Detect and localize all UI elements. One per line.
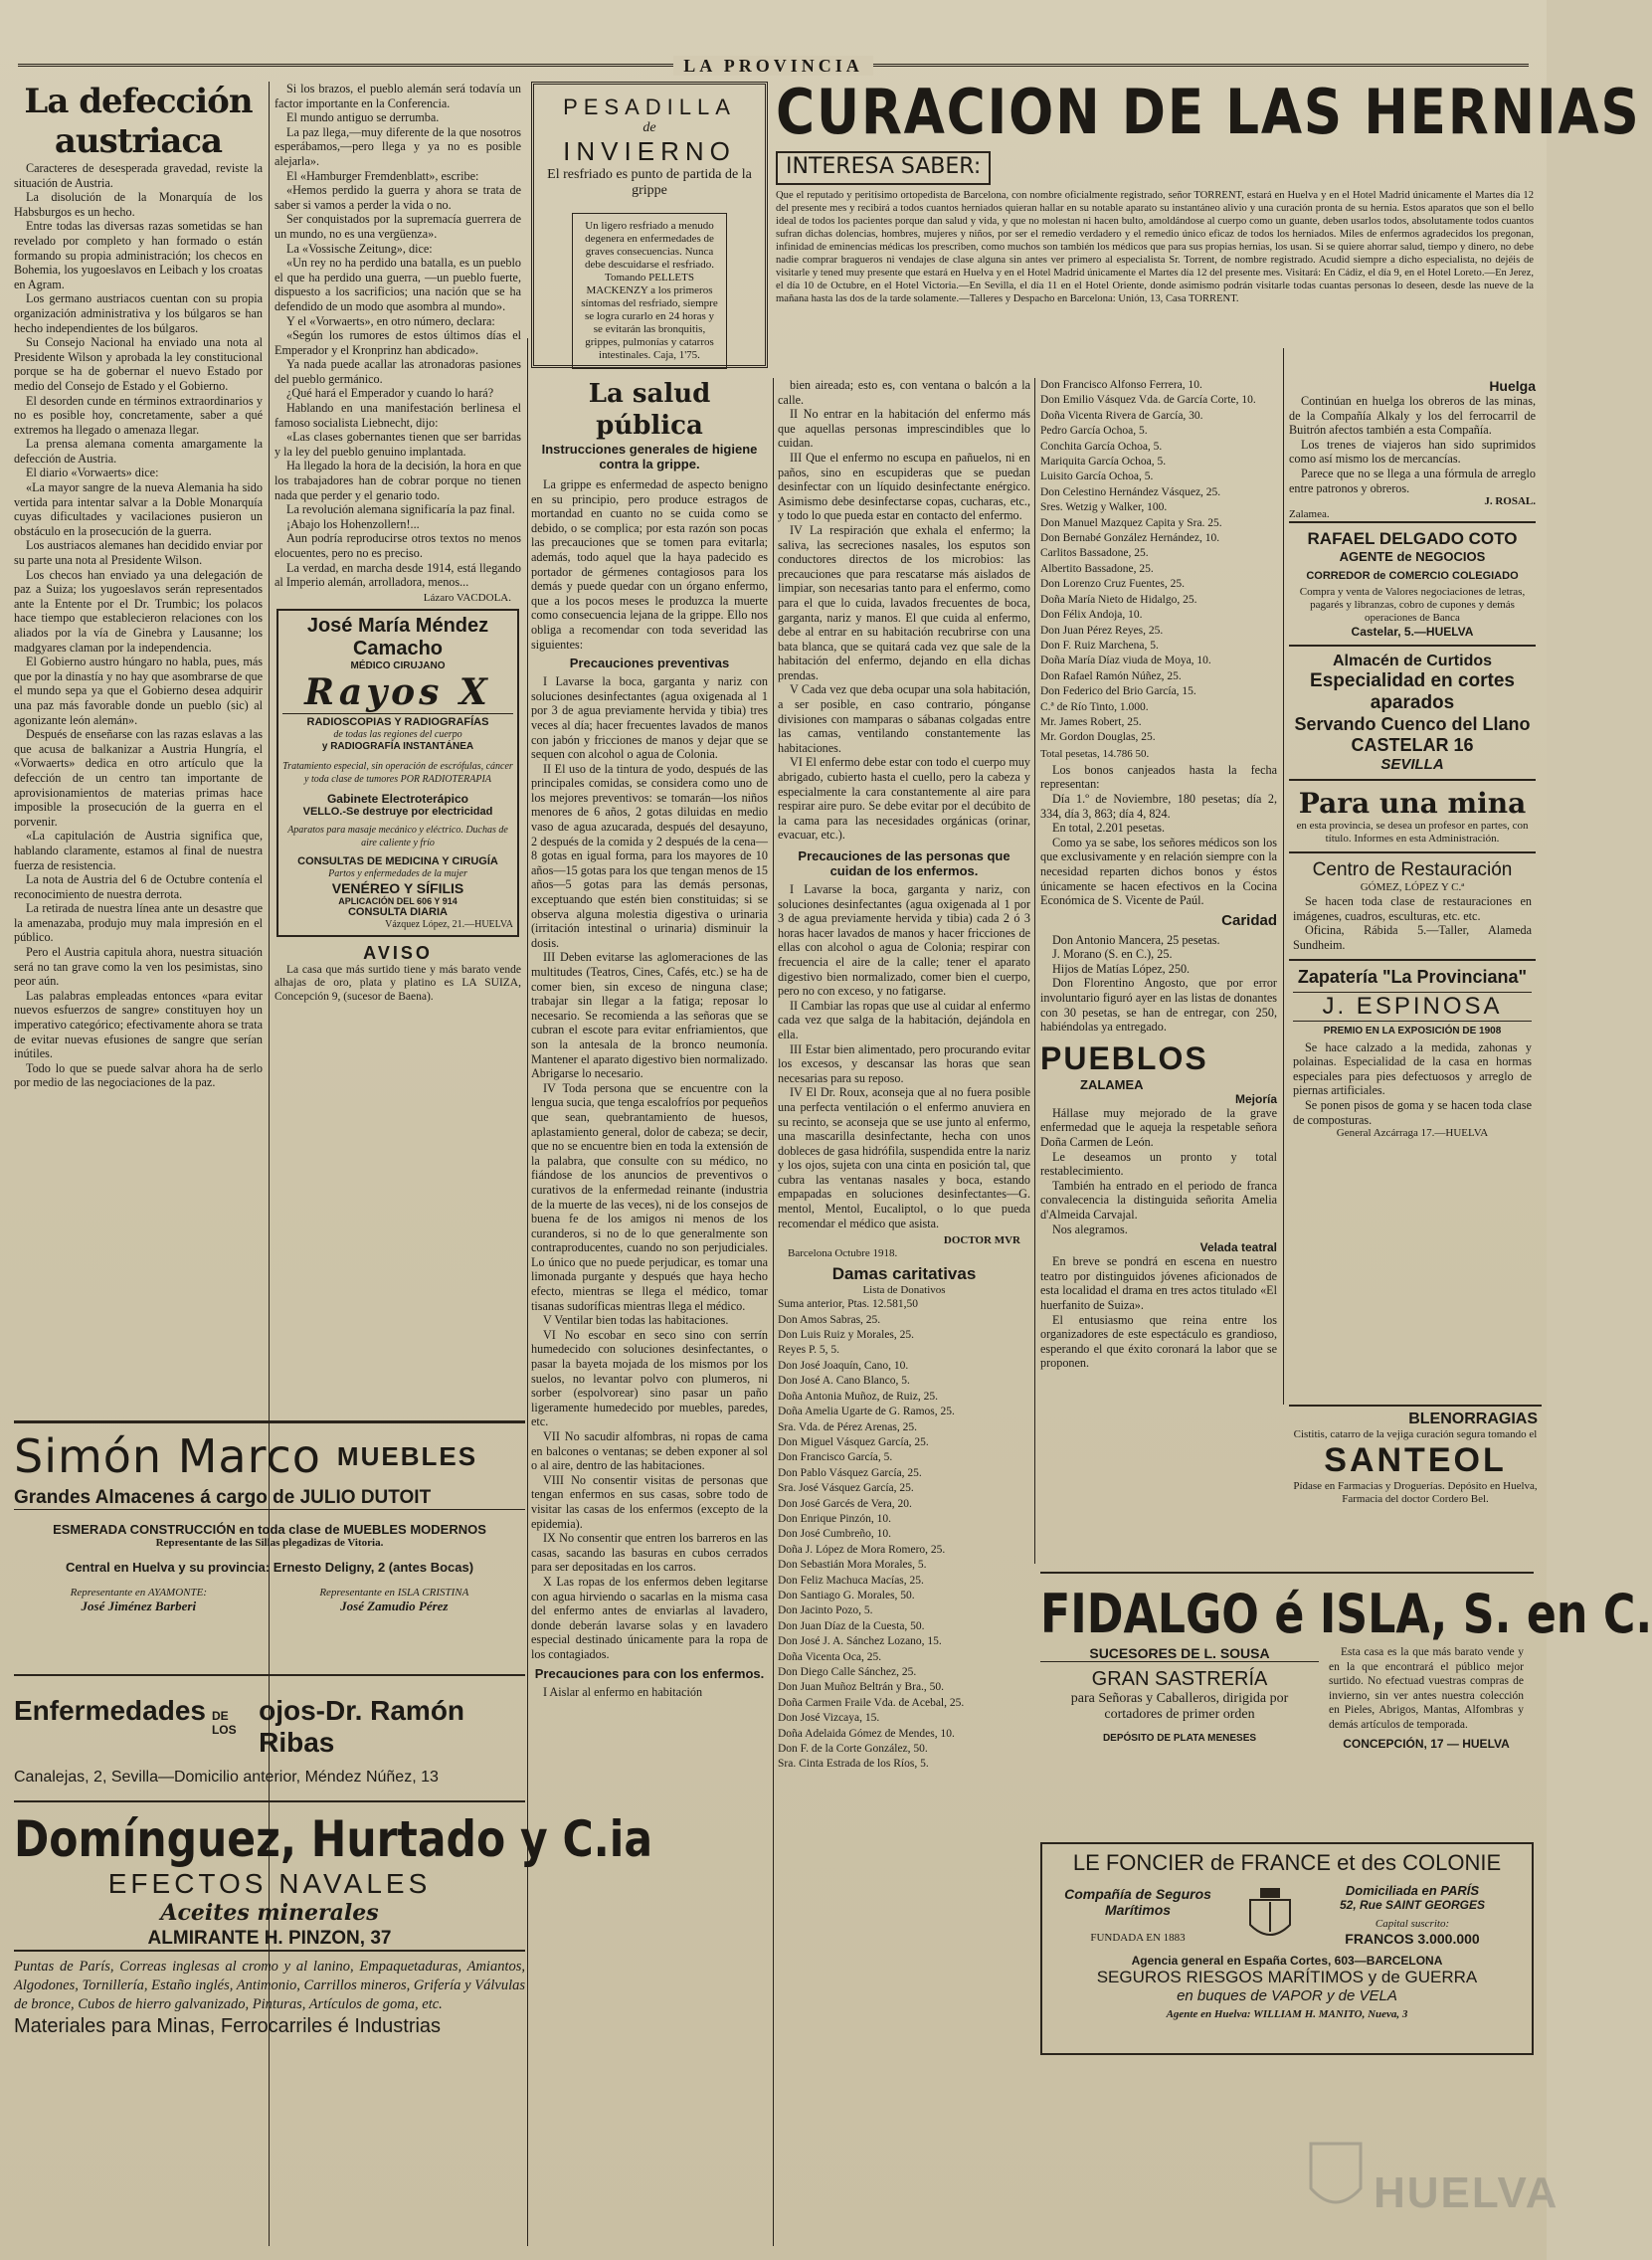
donation-entry: Sres. Wetzig y Walker, 100. xyxy=(1040,501,1168,514)
simon-line-4: Central en Huelva y su provincia: Ernesto Deligny, 2 (antes Bocas) xyxy=(65,1560,474,1575)
zapateria-owner: J. ESPINOSA xyxy=(1293,992,1532,1022)
article-paragraph: «La mayor sangre de la nueva Alemania ha sido vertida para intentar salvar a la Doble Monarquía cuyas dificultades y vacilaciones pusieron un obstáculo en la prosecución de la guerra. xyxy=(14,480,263,538)
ad-line: y RADIOGRAFÍA INSTANTÁNEA xyxy=(321,740,474,752)
huelga-title: Huelga xyxy=(1489,378,1536,394)
donation-entry: Don Federico del Brio García, 15. xyxy=(1040,685,1196,698)
donation-entry: Mariquita García Ochoa, 5. xyxy=(1040,456,1167,469)
ad-line: Partos y enfermedades de la mujer xyxy=(328,867,467,879)
fidalgo-suc: SUCESORES DE L. SOUSA xyxy=(1040,1645,1319,1662)
article-paragraph: El desorden cunde en términos extraordinarios y no es posible hoy, concretamente, saber a qué extremos ha llegado o amenaza llegar. xyxy=(14,393,263,437)
pesadilla-de: de xyxy=(642,120,656,135)
donation-entry: Carlitos Bassadone, 25. xyxy=(1040,547,1149,560)
salud-item: V Cada vez que deba ocupar una sola habitación, a ser posible, en caso contrario, pónganse divisiones con mamparas o sábanas colgadas entre las camas, ventilando constantemente las habitaciones. xyxy=(778,682,1030,755)
zapateria-text-2: Se ponen pisos de goma y se hacen toda clase de composturas. xyxy=(1293,1097,1532,1127)
ribas-delos: DE LOS xyxy=(211,1709,237,1737)
simon-rep-1-name: José Jiménez Barberi xyxy=(81,1599,197,1613)
article-paragraph: Todo lo que se puede salvar ahora ha de serlo por medio de las negociaciones de la paz. xyxy=(14,1060,263,1090)
ad-line: Tratamiento especial, sin operación de escrófulas, cáncer y toda clase de tumores POR RADIOTERAPIA xyxy=(282,760,513,785)
article-defeccion xyxy=(14,161,263,1090)
donation-entry: Doña Vicenta Rivera de García, 30. xyxy=(1040,409,1203,422)
donation-entry: Don Francisco García, 5. xyxy=(778,1451,893,1464)
dominguez-address: ALMIRANTE H. PINZON, 37 xyxy=(14,1928,525,1952)
article-paragraph: Ha llegado la hora de la decisión, la hora en que los trabajadores han de cobrar porque no tienen nada que perder y el genario todo. xyxy=(275,459,521,502)
salud-item: X Las ropas de los enfermos deben legitarse con agua hirviendo o sacarlas en la misma casa del enfermo antes de enviarlas al lavadero, donde deberán lavarse solas y en lavadero especial destinado únicamente para la ropa de los contagiados. xyxy=(531,1574,768,1661)
zalamea-p3: También ha entrado en el periodo de franca convalecencia la distinguida señorita Amelia d'Almeida Carvajal. xyxy=(1040,1178,1277,1222)
stamp-shield-icon xyxy=(1306,2139,1366,2218)
zalamea-p1: Hállase muy mejorado de la grave enfermedad que le aqueja la respetable señora Doña Carmen de León. xyxy=(1040,1105,1277,1150)
salud-item: IV El Dr. Roux, aconseja que al no fuera posible una perfecta ventilación o el enfermo anuviera en su recinto, se aconseja que se use junto al enfermo, una mascarilla desinfectante, hecha con unos dobleces de gasa hidrófila, suspendida entre la nariz y los ojos, sujeta con una cinta en posición tal, que cubra las ventanas nasales y boca, estando empapadas en soluciones desinfectantes—G. mentol, Mentol, Eucaliptol, o lo que pueda recomendar el médico que asista. xyxy=(778,1085,1030,1230)
simon-rep-2-title: Representante en ISLA CRISTINA xyxy=(319,1587,469,1599)
hernias-text: Que el reputado y peritísimo ortopedista de Barcelona, con nombre oficialmente registrado, señor TORRENT, estará en Huelva y en el Hotel Madrid únicamente el Martes día 12 del presente mes y recibirá a todos cuantos herniados quieran hallar en su notable aparato su instantáneo alivio y una curación pronta de su hernia. Estos aparatos que son el bello ideal de todos los pacientes porque dan salud y vida, y que no molestan ni hacen bulto, amoldándose al cuerpo como un guante, deben usarlos todos, absolutamente todos cuantos sufran dichas dolencias, hombres, mujeres y niños, por ser el remedio verdadero y el remedio único eficaz de todos los herniados. Miles de enfermos agradecidos los pregonan, infinidad de eminencias médicas los prescriben, como muchos son también los médicos que para sus propias hernias, los usan. Si se quiere ahorrar salud, tiempo y dinero, no debe nadie comprar bragueros ni vendajes de clase alguna sin antes ver primero al especialista Sr. Torrent, de nombre registrado. Acudid siempre a dicho especialista, no dejéis de visitarle y tened muy presente que estará en Huelva y en el Hotel Madrid únicamente el Martes día 12 del presente mes. Visitará: En Cádiz, el día 9, en el Hotel Loreto.—En Jerez, el día 10 de Octubre, en el Hotel Victoria.—En Sevilla, el día 11 en el Hotel Oriente, donde asimismo podrán visitarle todas cuantas personas lo deseen, desde las nueve de la mañana hasta las dos de la tarde solamente.—Talleres y Despacho en Barcelona: Unión, 13, Casa TORRENT. xyxy=(776,190,1534,304)
centro-address: Oficina, Rábida 5.—Taller, Alameda Sundheim. xyxy=(1293,923,1532,952)
article-paragraph: «Según los rumores de estos últimos días el Emperador y el Kronprinz han abdicado». xyxy=(275,328,521,357)
ad-line: CONSULTAS DE MEDICINA Y CIRUGÍA xyxy=(297,854,498,867)
article-paragraph: La «Vossische Zeitung», dice: xyxy=(286,241,433,256)
foncier-seguros: SEGUROS RIESGOS MARÍTIMOS y de GUERRA xyxy=(1096,1968,1478,1986)
curtidos-esp: Especialidad en cortes aparados xyxy=(1310,670,1515,714)
bonos-p3: En total, 2.201 pesetas. xyxy=(1052,821,1166,836)
curtidos-title: Almacén de Curtidos xyxy=(1332,653,1493,670)
rafael-name: RAFAEL DELGADO COTO xyxy=(1307,529,1518,549)
article-paragraph: Pero el Austria capitula ahora, nuestra situación será no tan grave como la ven los pesimistas, sino peor aún. xyxy=(14,945,263,989)
donation-entry: Don Juan Muñoz Beltrán y Bra., 50. xyxy=(778,1681,945,1694)
article-paragraph: La verdad, en marcha desde 1914, está llegando al Imperio alemán, arrolladora, menos... xyxy=(275,560,521,590)
fidalgo-name: FIDALGO é ISLA, S. en C. xyxy=(1040,1583,1652,1645)
ad-mendez-name: José María Méndez Camacho xyxy=(306,614,489,659)
ad-line: de todas las regiones del cuerpo xyxy=(333,728,462,740)
donation-entry: Doña J. López de Mora Romero, 25. xyxy=(778,1543,946,1556)
article-paragraph: Los checos han enviado ya una delegación de paz a Suiza; los yugoeslavos serán representados ante la Entente por el Dr. Trumbic; los polacos hace tiempo que establecieron relaciones con los aliados por la vía de Ginebra y Lausanne; los madgyares claman por la independencia. xyxy=(14,567,263,655)
donation-entry: Don José A. Cano Blanco, 5. xyxy=(778,1375,910,1388)
blenorragias-title: BLENORRAGIAS xyxy=(1408,1411,1538,1427)
salud-item: II Cambiar las ropas que use al cuidar al enfermo cada vez que salga de la habitación, dejándola en ella. xyxy=(778,998,1030,1041)
donation-entry: Don Feliz Machuca Macías, 25. xyxy=(778,1574,924,1587)
foncier-buques: en buques de VAPOR y de VELA xyxy=(1177,1987,1397,2004)
column-rule xyxy=(773,378,774,2246)
column-6 xyxy=(1289,378,1536,1403)
salud-item: II El uso de la tintura de yodo, después de las principales comidas, se considera como uno de los mejores preventivos: se tomarán—los niños menores de 6 años, 2 gotas diluidas en medio vaso de agua azucarada, después del desayuno, 2 después de la comida y 2 después de la cena—8 gotas en igual forma, para los mayores de 10 años—15 gotas para los que tengan menos de 15 años—5 gotas para las demás personas, exceptuando que estén bien constituidas; si se observa alguna molestia digestiva o urinaria (irritación intestinal o urinaria) disminuir la dosis. xyxy=(531,761,768,950)
article-paragraph: «Un rey no ha perdido una batalla, es un pueblo el que ha perdido una guerra, —un pueblo fuerte, dispuesto a los sacrificios; una nación que se ha defendido de un modo que asombra al mundo». xyxy=(275,256,521,313)
salud-subtitle: Instrucciones generales de higiene contra la grippe. xyxy=(541,442,758,471)
caridad-title: Caridad xyxy=(1221,911,1277,929)
article-paragraph: Los austriacos alemanes han decidido enviar por su parte una nota al Presidente Wilson. xyxy=(14,538,263,568)
aviso-text: La casa que más surtido tiene y más barato vende alhajas de oro, plata y platino es LA SUIZA, Concepción 9, (sucesor de Baena). xyxy=(275,963,521,1003)
ad-line: Gabinete Electroterápico xyxy=(326,791,469,806)
foncier-francos: FRANCOS 3.000.000 xyxy=(1345,1931,1480,1947)
column-4 xyxy=(778,378,1030,2208)
fidalgo-g-text: para Señoras y Caballeros, dirigida por cortadores de primer orden xyxy=(1070,1691,1289,1722)
column-2 xyxy=(275,82,521,1424)
donation-entry: Don Emilio Vásquez Vda. de García Corte, 10. xyxy=(1040,394,1256,407)
dominguez-name: Domínguez, Hurtado y C.ia xyxy=(14,1810,653,1868)
archive-stamp xyxy=(1306,2119,1560,2238)
column-rule xyxy=(1034,378,1035,1564)
column-rule xyxy=(527,338,528,2246)
newspaper-title: LA PROVINCIA xyxy=(673,56,873,76)
salud-fecha: Barcelona Octubre 1918. xyxy=(788,1247,898,1260)
donation-entry: Don Sebastián Mora Morales, 5. xyxy=(778,1559,927,1572)
ribas-title-2: ojos-Dr. Ramón Ribas xyxy=(259,1695,465,1758)
donation-entry: Don Pablo Vásquez García, 25. xyxy=(778,1466,922,1479)
donation-entry: Don José Vizcaya, 15. xyxy=(778,1712,880,1725)
huelga-place: Zalamea. xyxy=(1289,508,1330,521)
donation-entry: Conchita García Ochoa, 5. xyxy=(1040,440,1163,453)
salud-last: I Aislar al enfermo en habitación xyxy=(543,1684,703,1699)
salud-item: IX No consentir que entren los barreros en las casas, sacando las basuras en cubos cerrados para ser depositadas en los carros. xyxy=(531,1531,768,1575)
article-paragraph: Ser conquistados por la supremacía guerrera de un mundo, no es una vergüenza». xyxy=(275,212,521,241)
ad-dominguez xyxy=(14,1810,653,2065)
huelga-sign: J. ROSAL. xyxy=(1484,495,1536,508)
velada-p1: En breve se pondrá en escena en nuestro teatro por distinguidos jóvenes aficionados de esta localidad el drama en tres actos titulado «El huerfanito de Suiza». xyxy=(1040,1254,1277,1312)
foncier-title: LE FONCIER de FRANCE et des COLONIE xyxy=(1072,1850,1502,1875)
pesadilla-sub: El resfriado es punto de partida de la grippe xyxy=(547,167,752,198)
pesadilla-title-2: INVIERNO xyxy=(563,136,736,166)
simon-line-2: ESMERADA CONSTRUCCIÓN en toda clase de MUEBLES MODERNOS xyxy=(53,1522,486,1537)
centro-owner: GÓMEZ, LÓPEZ Y C.ª xyxy=(1360,881,1465,894)
foncier-agencia: Agencia general en España Cortes, 603—BARCELONA xyxy=(1131,1954,1443,1968)
rafael-text: Compra y venta de Valores negociaciones de letras, pagarés y libranzas, cobro de cupones y demás operaciones de Banca xyxy=(1299,586,1526,625)
donation-entry: Don Rafael Ramón Núñez, 25. xyxy=(1040,669,1182,682)
caridad-entry: Don Florentino Angosto, que por error involuntario figuró ayer en las listas de donantes con 30 pesetas, se han de entregar, con 250, habiéndolas ya entregado. xyxy=(1040,976,1277,1035)
donation-entry: Don José Garcés de Vera, 20. xyxy=(778,1497,912,1510)
simon-rep-2-name: José Zamudio Pérez xyxy=(340,1599,449,1613)
salud-h-fam: Precauciones para con los enfermos. xyxy=(534,1665,765,1681)
foncier-fundada: FUNDADA EN 1883 xyxy=(1090,1931,1186,1944)
salud-item: IV La respiración que exhala el enfermo; la saliva, las secreciones nasales, los esputos son conductores directos de los microbios: las precauciones que para rescatarse más aislados de limpiar, son necesarias tanto para el enfermo, como para el que lo cuida, lavados frecuentes de boca, garganta, nariz y manos. El que cuida al enfermo, debe al entrar en su habitación recubrirse con una bata blanca, que se quitará cada vez que sale de la habitación del enfermo, dejando en ella dichas prendas. xyxy=(778,522,1030,682)
article-paragraph: Y el «Vorwaerts», en otro número, declara: xyxy=(286,313,495,328)
donation-entry: Don Félix Andoja, 10. xyxy=(1040,609,1143,622)
donation-entry: Don Amos Sabras, 25. xyxy=(778,1313,881,1326)
article-signature: Lázaro VACDOLA. xyxy=(423,591,511,604)
ad-line: Aparatos para masaje mecánico y eléctrico. Duchas de aire caliente y frío xyxy=(287,824,508,848)
ad-zapateria xyxy=(1289,959,1536,1147)
zapateria-premio: PREMIO EN LA EXPOSICIÓN DE 1908 xyxy=(1323,1025,1502,1036)
salud-cont xyxy=(778,378,1030,843)
article-paragraph: Después de enseñarse con las razas eslavas a las que acusa de balkanizar a Austria Hungría, el «Vorwaerts» dedica en otro artículo que la defección de un centro tan importante de aprovisionamientos de materias primas hace imposible la prosecución de la guerra en el porvenir. xyxy=(14,727,263,829)
fidalgo-right: Esta casa es la que más barato vende y en la que encontrará el público mejor surtido. No efectuad vuestras compras de invierno, sin ver antes nuestra colección en Pieles, Abrigos, Mantas, Alfombras y demás artículos de temporada. xyxy=(1329,1646,1524,1731)
article-paragraph: La prensa alemana comenta amargamente la defección de Austria. xyxy=(14,437,263,466)
pueblos-title: PUEBLOS xyxy=(1040,1039,1208,1076)
santeol-text-2: Pídase en Farmacias y Droguerías. Depósito en Huelva, Farmacia del doctor Cordero Bel. xyxy=(1293,1480,1538,1505)
ad-foncier xyxy=(1040,1842,1534,2055)
damas-sub: Lista de Donativos xyxy=(862,1284,946,1297)
ad-line: APLICACIÓN DEL 606 Y 914 xyxy=(338,895,458,906)
donation-entry: Doña María Díaz viuda de Moya, 10. xyxy=(1040,655,1211,667)
dominguez-efectos: EFECTOS NAVALES xyxy=(107,1868,432,1899)
caridad-entry: Don Antonio Mancera, 25 pesetas. xyxy=(1052,932,1220,947)
article-paragraph: La paz llega,—muy diferente de la que nosotros esperábamos,—pero llega y ya no es posible alejarla». xyxy=(275,124,521,168)
article-paragraph: «Hemos perdido la guerra y ahora se trata de saber si vamos a perder la vida o no. xyxy=(275,183,521,212)
curtidos-street: CASTELAR 16 xyxy=(1351,735,1474,756)
fidalgo-deposito: DEPÓSITO DE PLATA MENESES xyxy=(1102,1733,1257,1744)
donation-entry: Doña María Nieto de Hidalgo, 25. xyxy=(1040,593,1197,606)
bonos-p4: Como ya se sabe, los señores médicos son los que exclusivamente y en relación siempre con la necesidad reparten dichos bonos y éstos únicamente se hacen efectivos en la Cocina Económica de S. Vicente de Paúl. xyxy=(1040,835,1277,908)
damas-list xyxy=(778,1297,1030,1773)
article-paragraph: ¡Abajo los Hohenzollern!... xyxy=(286,516,420,531)
donation-entry: Doña Amelia Ugarte de G. Ramos, 25. xyxy=(778,1406,955,1418)
donation-entry: Don José Joaquín, Cano, 10. xyxy=(778,1359,909,1372)
dominguez-bottom: Materiales para Minas, Ferrocarriles é Industrias xyxy=(14,2015,442,2037)
aviso-title: AVISO xyxy=(363,942,433,963)
bonos-p1: Los bonos canjeados hasta la fecha representan: xyxy=(1040,762,1277,792)
ad-address: Vázquez López, 21.—HUELVA xyxy=(385,918,513,930)
donation-entry: Don Enrique Pinzón, 10. xyxy=(778,1512,892,1525)
donation-entry: Don Bernabé González Hernández, 10. xyxy=(1040,532,1220,545)
ribas-title-1: Enfermedades xyxy=(14,1695,206,1726)
donation-entry: Don José J. A. Sánchez Lozano, 15. xyxy=(778,1635,942,1648)
zapateria-title: Zapatería "La Provinciana" xyxy=(1297,966,1528,987)
simon-muebles: MUEBLES xyxy=(336,1440,478,1471)
foncier-domicilio: Domiciliada en PARÍS xyxy=(1345,1883,1480,1898)
zalamea-p2: Le deseamos un pronto y total restablecimiento. xyxy=(1040,1149,1277,1179)
zalamea-p4: Nos alegramos. xyxy=(1052,1222,1128,1236)
ad-rayos-x: Rayos X xyxy=(304,670,491,713)
bonos-p2: Día 1.º de Noviembre, 180 pesetas; día 2, 334, día 3, 863; día 4, 824. xyxy=(1040,791,1277,821)
simon-line-1: Grandes Almacenes á cargo de JULIO DUTOIT xyxy=(14,1487,525,1510)
velada-p2: El entusiasmo que reina entre los organizadores de este espectáculo es grandioso, esperando el que éxito coronará la labor que se proponen. xyxy=(1040,1312,1277,1371)
donation-entry: Don Celestino Hernández Vásquez, 25. xyxy=(1040,485,1221,498)
donation-entry: Doña Vicenta Oca, 25. xyxy=(778,1650,882,1663)
donation-entry: Don Francisco Alfonso Ferrera, 10. xyxy=(1040,379,1202,391)
donation-entry: Don Juan Pérez Reyes, 25. xyxy=(1040,624,1164,637)
simon-line-3: Representante de las Sillas plegadizas de Vitoria. xyxy=(155,1537,384,1549)
hernias-title: CURACION DE LAS HERNIAS xyxy=(776,76,1641,148)
curtidos-owner: Servando Cuenco del Llano xyxy=(1294,714,1531,735)
donation-entry: Don F. Ruiz Marchena, 5. xyxy=(1040,639,1159,652)
salud-item: III Deben evitarse las aglomeraciones de las multitudes (Teatros, Cines, Cafés, etc.) se ha de comer bien, sin exceso de ninguna clase; trabajar sin llegar a la fatiga; reposar lo necesario. Se recomienda a las señoras que se cubran el escote para evitar enfriamientos, que son la antesala de la bronco neumonía. Mantener el aparato digestivo bien normalizado. Abrigarse lo necesario. xyxy=(531,950,768,1081)
donation-entry: Don Juan Díaz de la Cuesta, 50. xyxy=(778,1619,925,1632)
article-paragraph: La retirada de nuestra línea ante un desastre que la amenazaba, produjo muy mala impresión en el público. xyxy=(14,901,263,945)
huelga-p3: Parece que no se llega a una fórmula de arreglo entre patronos y obreros. xyxy=(1289,466,1536,495)
donation-entry: Doña Adelaida Gómez de Mendes, 10. xyxy=(778,1727,955,1740)
salud-item: bien aireada; esto es, con ventana o balcón a la calle. xyxy=(778,378,1030,407)
ad-pesadilla xyxy=(531,82,768,368)
article-paragraph: El mundo antiguo se derrumba. xyxy=(286,110,440,125)
article-paragraph: Hablando en una manifestación berlinesa el famoso socialista Liebnecht, dijo: xyxy=(275,401,521,430)
donation-entry: Mr. Gordon Douglas, 25. xyxy=(1040,731,1156,744)
centro-title: Centro de Restauración xyxy=(1312,859,1513,881)
ad-hernias xyxy=(776,76,1641,376)
huelga-p1: Continúan en huelga los obreros de las minas, de la Compañía Alkaly y los del ferrocarril de Buitrón afectos también a esta Compañía. xyxy=(1289,394,1536,438)
donation-entry: Don Lorenzo Cruz Fuentes, 25. xyxy=(1040,578,1185,591)
donation-entry: Pedro García Ochoa, 5. xyxy=(1040,425,1148,438)
pesadilla-text: Un ligero resfriado a menudo degenera en enfermedades de graves consecuencias. Nunca debe descuidarse el resfriado. Tomando PELLETS MACKENZY a los primeros síntomas del resfriado, siempre se logra curarlo en 24 horas y se evitarán las bronquitis, grippes, pulmonías y catarros intestinales. Caja, 1'75. xyxy=(572,213,727,369)
salud-item: V Ventilar bien todas las habitaciones. xyxy=(543,1313,729,1328)
damas-title: Damas caritativas xyxy=(831,1264,977,1284)
donation-entry: Don F. de la Corte González, 50. xyxy=(778,1743,928,1756)
simon-rep-1-title: Representante en AYAMONTE: xyxy=(70,1587,207,1599)
salud-item: III Estar bien alimentado, pero procurando evitar los excesos, y descansar las horas que sean necesarias para su reposo. xyxy=(778,1041,1030,1085)
donation-entry: Don Diego Calle Sánchez, 25. xyxy=(778,1666,917,1678)
donation-entry: Luisito García Ochoa, 5. xyxy=(1040,471,1154,483)
donation-entry: Doña Carmen Fraile Vda. de Acebal, 25. xyxy=(778,1696,965,1709)
salud-item: VIII No consentir visitas de personas que tengan enfermos en sus casas, sobre todo de visitar las casas de los enfermos (excepto de la epidemia). xyxy=(531,1472,768,1531)
donation-entry: Mr. James Robert, 25. xyxy=(1040,715,1142,728)
donation-entry: Don José Cumbreño, 10. xyxy=(778,1528,892,1541)
donation-entry: Don Miguel Vásquez García, 25. xyxy=(778,1435,929,1448)
zalamea-title: ZALAMEA xyxy=(1080,1076,1144,1092)
article-paragraph: Caracteres de desesperada gravedad, reviste la situación de Austria. xyxy=(14,161,263,190)
salud-item: VI El enfermo debe estar con todo el cuerpo muy abrigado, cubierto hasta el cuello, pero la cabeza y especialmente la cara constantemente al aire para respirar aire puro. Se debe evitar por el decúbito de la cama para las necesidades orgánicas (orinar, evacuar, etc.). xyxy=(778,755,1030,843)
huelga-p2: Los trenes de viajeros han sido suprimidos como así mismo los de mercancías. xyxy=(1289,437,1536,467)
mina-text: en esta provincia, se desea un profesor en partes, con título. Informes en esta Administración. xyxy=(1296,820,1529,846)
column-1 xyxy=(14,82,263,1434)
fidalgo-address: CONCEPCIÓN, 17 — HUELVA xyxy=(1343,1736,1510,1751)
ad-mina xyxy=(1289,779,1536,851)
salud-intro: La grippe es enfermedad de aspecto benigno en su principio, pero produce estragos de mortandad en cuanto no se cuida como se debido, o se complica; por esta razón son pocas las precauciones que se tomen para evitarla; además, todo aquel que la haya padecido es portador de gérmenes contagiosos para los demás y puede quedar con un órgano enfermo, que a los pocos meses le produzca la muerte como consecuencia lejana de la grippe. Ello nos obliga a recomendar con toda severidad las siguientes: xyxy=(531,477,768,652)
ad-mendez-subtitle: MÉDICO CIRUJANO xyxy=(350,659,446,671)
ad-centro xyxy=(1289,851,1536,958)
ad-line: RADIOSCOPIAS Y RADIOGRAFÍAS xyxy=(282,713,513,728)
donation-entry: Don Manuel Mazquez Capita y Sra. 25. xyxy=(1040,516,1222,529)
donation-entry: Albertito Bassadone, 25. xyxy=(1040,562,1154,575)
dominguez-aceites: Aceites minerales xyxy=(160,1900,379,1926)
rafael-agente: AGENTE de NEGOCIOS xyxy=(1339,549,1486,565)
ad-ribas xyxy=(14,1681,525,1802)
pesadilla-title: PESADILLA xyxy=(563,94,736,119)
salud-firma: DOCTOR MVR xyxy=(943,1234,1020,1247)
hernias-interesa: INTERESA SABER: xyxy=(776,151,991,185)
article-paragraph: Entre todas las diversas razas sometidas se han revelado por completo y han formado o están formando su propia administración; los checos en Bohemia, los yugoeslavos en Leibach y los croatas en Agram. xyxy=(14,219,263,291)
rafael-corredor: CORREDOR de COMERCIO COLEGIADO xyxy=(1306,570,1519,583)
salud-items xyxy=(531,674,768,1661)
article-paragraph: Ya nada puede acallar las atronadoras pasiones del pueblo germánico. xyxy=(275,357,521,386)
velada-title: Velada teatral xyxy=(1199,1240,1277,1255)
salud-item: I Lavarse la boca, garganta y nariz con soluciones desinfectantes (agua oxigenada al 1 por 3 de agua previamente hervida y tibia) tres veces al día; hacer frecuentes lavados de manos con jabón y fricciones de manos y dejar que se sequen con alcohol o agua de Colonia. xyxy=(531,674,768,762)
cuidan-heading: Precauciones de las personas que cuidan de los enfermos. xyxy=(798,848,1010,878)
santeol-text: Cistitis, catarro de la vejiga curación segura tomando el xyxy=(1293,1428,1538,1440)
donation-entry: Suma anterior, Ptas. 12.581,50 xyxy=(778,1298,919,1311)
salud-item: II No entrar en la habitación del enfermo más que aquellas personas imprescindibles que lo cuidan. xyxy=(778,407,1030,451)
dominguez-text: Puntas de París, Correas inglesas al cromo y al lanino, Empaquetaduras, Amiantos, Algodones, Tornillería, Estaño inglés, Antimonio, Carrillos mineros, Grifería y Válvulas de bronce, Cubos de hierro galvanizado, Pinturas, Artículos de goma, etc. xyxy=(14,1959,525,2012)
article-paragraph: «Las clases gobernantes tienen que ser barridas y la ley del pueblo genuino implantada. xyxy=(275,430,521,459)
headline-defeccion: La defección austriaca xyxy=(24,82,253,161)
donation-entry: Don Santiago G. Morales, 50. xyxy=(778,1589,915,1601)
foncier-agente: Agente en Huelva: WILLIAM H. MANITO, Nueva, 3 xyxy=(1166,2008,1408,2020)
article-paragraph: El diario «Vorwaerts» dice: xyxy=(26,466,159,480)
donativos-total: Total pesetas, 14.786 50. xyxy=(1040,747,1150,760)
donation-entry: Sra. Vda. de Pérez Arenas, 25. xyxy=(778,1420,917,1433)
donation-entry: Don Luis Ruiz y Morales, 25. xyxy=(778,1329,915,1342)
donation-entry: Sra. José Vásquez García, 25. xyxy=(778,1482,914,1495)
ad-line: CONSULTA DIARIA xyxy=(347,905,448,918)
salud-item: I Lavarse la boca, garganta y nariz, con soluciones desinfectantes (agua oxigenada al 1 por 3 de agua previamente hervida y tibia) cada 2 ó 3 horas hacer lavados de manos y hacer fricciones de ellas con alcohol o agua de Colonia; respirar con frecuencia el aire de la calle; tener el aparato digestivo bien normalizado, comer bien el cuerpo, pero no con exceso, y no fatigarse. xyxy=(778,882,1030,999)
stamp-text: HUELVA xyxy=(1374,2168,1560,2217)
cuidan-paras xyxy=(778,882,1030,1230)
fidalgo-gran: GRAN SASTRERÍA xyxy=(1091,1668,1268,1690)
article-paragraph: El Gobierno austro húngaro no habla, pues, más que por la dinastía y no hay que asombrarse de que el mundo sepa ya que el Gobierno desea adquirir una paz más favorable donde un pueblo (sic) al agonizante león alemán». xyxy=(14,655,263,727)
article-paragraph: Su Consejo Nacional ha enviado una nota al Presidente Wilson y aprobada la ley constitucional porque se ha de gobernar el nuevo Estado por medio del Consejo de Estado y el Gobierno. xyxy=(14,335,263,393)
article-paragraph: La revolución alemana significaría la paz final. xyxy=(286,502,515,517)
salud-h-prev: Precauciones preventivas xyxy=(569,656,730,671)
article-paragraph: Las palabras empleadas entonces «para evitar nuevos esfuerzos de sangre» constituyen hoy un imperativo categórico; efectivamente ahora se trata de evitar nuevas efusiones de sangre que serían inútiles. xyxy=(14,988,263,1061)
page-header xyxy=(0,56,1547,76)
column-3 xyxy=(531,378,768,2208)
donation-entry: Reyes P. 5, 5. xyxy=(778,1344,839,1357)
article-paragraph: «La capitulación de Austria significa que, hablando claramente, estamos al final de nuestra fuerza de resistencia. xyxy=(14,829,263,872)
centro-text: Se hacen toda clase de restauraciones en imágenes, cuadros, esculturas, etc. etc. xyxy=(1293,894,1532,923)
column-rule xyxy=(1283,348,1284,1405)
column-5 xyxy=(1040,378,1277,1564)
caridad-entry: Hijos de Matías López, 250. xyxy=(1052,961,1191,976)
donation-entry: Sra. Cinta Estrada de los Ríos, 5. xyxy=(778,1758,929,1771)
mina-title: Para una mina xyxy=(1298,787,1527,821)
ad-fidalgo xyxy=(1040,1572,1652,1812)
article-paragraph: ¿Qué hará el Emperador y cuando lo hará? xyxy=(286,386,494,401)
article-paragraph: La nota de Austria del 6 de Octubre contenía el reconocimiento de nuestra derrota. xyxy=(14,872,263,901)
salud-item: III Que el enfermo no escupa en pañuelos, ni en paños, sino en escupideras que se puedan desinfectar con un líquido desinfectante enérgico. Asimismo debe desinfectarse copas, cucharas, etc., y todo lo que pueda estar en contacto del enfermo. xyxy=(778,450,1030,523)
article-defeccion-cont xyxy=(275,82,521,590)
rafael-address: Castelar, 5.—HUELVA xyxy=(1351,625,1474,640)
donation-entry: C.ª de Río Tinto, 1.000. xyxy=(1040,700,1149,713)
ribas-address: Canalejas, 2, Sevilla—Domicilio anterior, Méndez Núñez, 13 xyxy=(14,1769,439,1786)
salud-title: La salud pública xyxy=(588,379,711,441)
ad-mendez-camacho xyxy=(276,609,519,937)
caridad-entry: J. Morano (S. en C.), 25. xyxy=(1052,947,1173,962)
mejoria-title: Mejoría xyxy=(1234,1091,1277,1106)
salud-item: VI No escobar en seco sino con serrín humedecido con soluciones desinfectantes, o pasar la bayeta mojada de los mismos por los suelos, no levantar polvo con plumeros, ni sorber (espolvorear) sino pasar un paño ligeramente humedecido por muebles, paredes, etc. xyxy=(531,1327,768,1429)
foncier-capital: Capital suscrito: xyxy=(1375,1918,1450,1930)
santeol-name: SANTEOL xyxy=(1324,1441,1507,1479)
donativos-list xyxy=(1040,378,1277,746)
foncier-rue: 52, Rue SAINT GEORGES xyxy=(1339,1898,1486,1912)
donation-entry: Don Jacinto Pozo, 5. xyxy=(778,1604,873,1617)
zapateria-text: Se hace calzado a la medida, zahonas y polainas. Especialidad de la casa en hormas especiales para pies defectuosos y arreglo de piernas artificiales. xyxy=(1293,1039,1532,1098)
ad-line: VENÉREO Y SÍFILIS xyxy=(331,879,464,896)
foncier-compania: Compañía de Seguros Marítimos xyxy=(1064,1885,1211,1918)
zapateria-address: General Azcárraga 17.—HUELVA xyxy=(1336,1127,1489,1140)
salud-item: IV Toda persona que se encuentre con la lengua sucia, que tenga escalofríos por pequeños que sean, quebrantamiento de huesos, aplastamiento general, dolor de cabeza; se decir, que no se encuentre bien en toda la extensión de la palabra, que consulte con su médico, no fiándose de los anuncios de preventivos o curativos de la enfermedad reinante (industria de la muerte de las veces), ni de los consejos de buena fe de los amigos ni menos de los curanderos, si no de lo que generalmente son contraproducentes, cuando no son perjudiciales. Lo único que no puede perjudicar, es tomar una limonada purgante y después que haya hecho efecto, mientras se llega el médico, tomar tisanas sudoríficas mientras llega el médico. xyxy=(531,1080,768,1313)
ad-rafael-delgado xyxy=(1289,521,1536,645)
article-paragraph: El «Hamburger Fremdenblatt», escribe: xyxy=(286,168,479,183)
caridad-list xyxy=(1040,933,1277,1035)
salud-item: VII No sacudir alfombras, ni ropas de cama en balcones o ventanas; se deben exponer al sol o al aire, dentro de las habitaciones. xyxy=(531,1429,768,1473)
simon-name: Simón Marco xyxy=(14,1429,321,1483)
coat-of-arms-icon xyxy=(1235,1880,1305,1950)
ad-curtidos xyxy=(1289,645,1536,779)
article-paragraph: Los germano austriacos cuentan con su propia organización administrativa y los búlgaros se han hecho independientes de los búlgaros. xyxy=(14,291,263,335)
ad-simon-marco xyxy=(14,1420,525,1676)
curtidos-city: SEVILLA xyxy=(1380,756,1444,774)
donation-entry: Doña Antonia Muñoz, de Ruiz, 25. xyxy=(778,1390,938,1403)
ad-line: VELLO.-Se destruye por electricidad xyxy=(302,805,493,818)
article-paragraph: La disolución de la Monarquía de los Habsburgos es un hecho. xyxy=(14,190,263,219)
article-paragraph: Si los brazos, el pueblo alemán será todavía un factor importante en la Conferencia. xyxy=(275,82,521,110)
article-paragraph: Aun podría reproducirse otros textos no menos elocuentes, pero no es preciso. xyxy=(275,531,521,560)
